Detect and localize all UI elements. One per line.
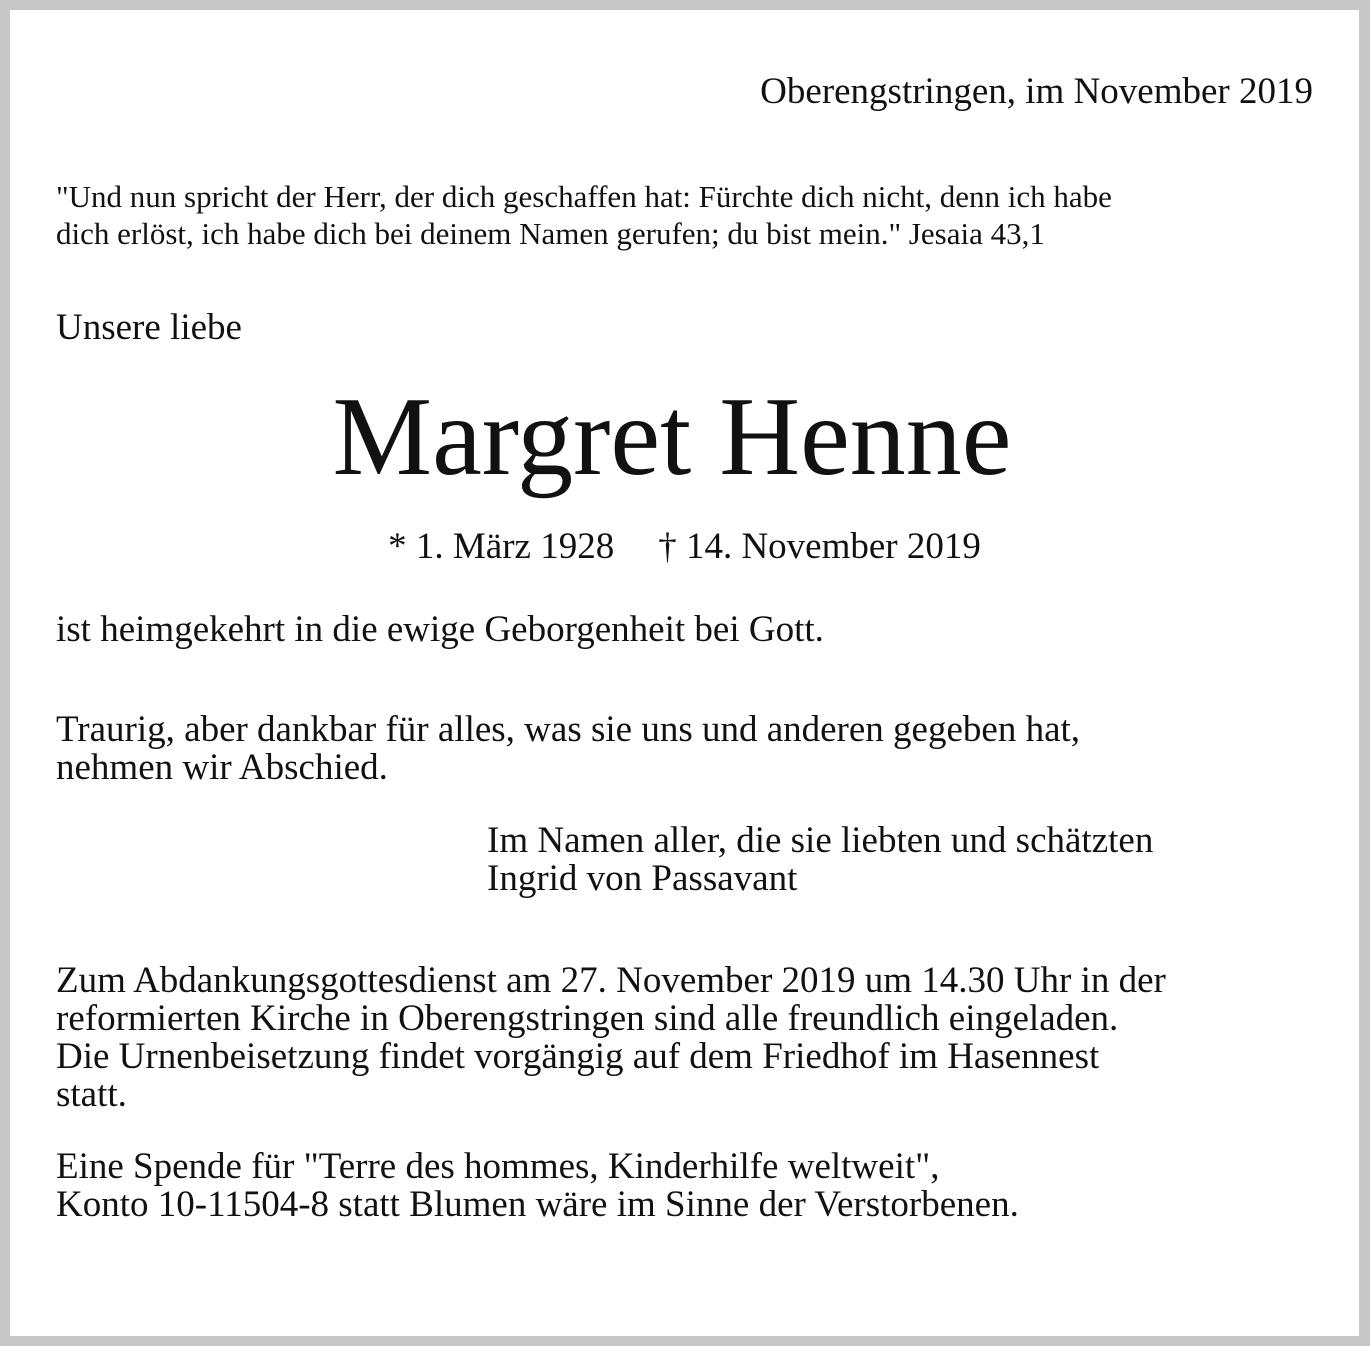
donation-line: Eine Spende für "Terre des hommes, Kinderhilfe weltweit", [56, 1146, 940, 1187]
birth-date: * 1. März 1928 [388, 526, 615, 567]
donation-info [56, 1148, 1019, 1224]
farewell-line: Traurig, aber dankbar für alles, was sie uns und anderen gegeben hat, [56, 709, 1081, 750]
bible-quote-line: "Und nun spricht der Herr, der dich geschaffen hat: Fürchte dich nicht, denn ich habe [56, 179, 1112, 214]
signature-line: Im Namen aller, die sie liebten und schätzten [487, 820, 1154, 861]
service-line: reformierten Kirche in Oberengstringen sind alle freundlich eingeladen. [56, 998, 1119, 1039]
death-date: † 14. November 2019 [658, 526, 981, 567]
place-date: Oberengstringen, im November 2019 [760, 71, 1313, 112]
obituary-notice [10, 10, 1359, 1336]
donation-line: Konto 10-11504-8 statt Blumen wäre im Sinne der Verstorbenen. [56, 1184, 1019, 1225]
service-line: statt. [56, 1074, 127, 1115]
farewell-text [56, 711, 1080, 787]
service-line: Die Urnenbeisetzung findet vorgängig auf dem Friedhof im Hasennest [56, 1036, 1100, 1077]
intro-text: Unsere liebe [56, 307, 242, 348]
statement-text: ist heimgekehrt in die ewige Geborgenheit bei Gott. [56, 609, 824, 650]
deceased-name: Margret Henne [332, 375, 1012, 499]
bible-quote [56, 178, 1112, 252]
signature-name: Ingrid von Passavant [487, 858, 798, 899]
farewell-line: nehmen wir Abschied. [56, 747, 388, 788]
life-dates [10, 525, 1359, 569]
service-info [56, 962, 1166, 1114]
bible-quote-line: dich erlöst, ich habe dich bei deinem Namen gerufen; du bist mein." Jesaia 43,1 [56, 216, 1045, 251]
signature-block [487, 822, 1153, 898]
service-line: Zum Abdankungsgottesdienst am 27. November 2019 um 14.30 Uhr in der [56, 960, 1166, 1001]
